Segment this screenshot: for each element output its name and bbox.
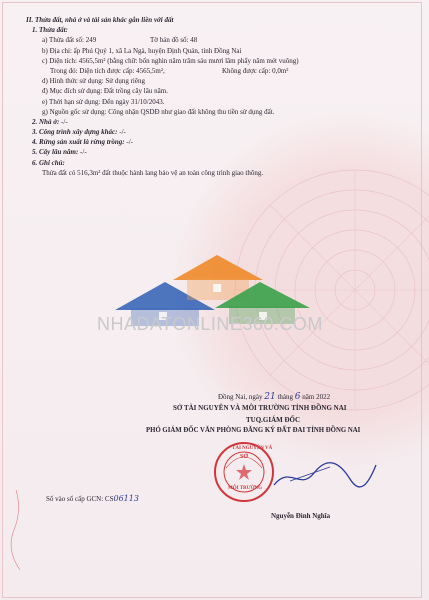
usage-origin: g) Nguồn gốc sử dụng: Công nhận QSDĐ như giao đất không thu tiền sử dụng đất. [42, 107, 275, 116]
register-line [46, 494, 139, 503]
map-sheet-number: Tờ bản đồ số: 48 [150, 36, 198, 45]
section-title: II. Thửa đất, nhà ở và tài sản khác gắn liền với đất [26, 16, 174, 24]
date-day: 21 [264, 392, 276, 402]
address: b) Địa chỉ: ấp Phú Quý 1, xã La Ngà, huyện Định Quán, tỉnh Đồng Nai [42, 46, 242, 55]
area: c) Diện tích: 4565,5m² (bằng chữ: bốn nghìn năm trăm sáu mươi lăm phẩy năm mét vuông) [42, 56, 299, 65]
usage-term: e) Thời hạn sử dụng: Đến ngày 31/10/2043. [42, 97, 165, 106]
area-not-granted: Không được cấp: 0,0m² [222, 66, 289, 75]
watermark-text: NHADATONLINE360.COM [97, 314, 323, 334]
trees-label: 5. Cây lâu năm: [32, 148, 79, 157]
area-granted: Trong đó: Diện tích được cấp: 4565,5m², [50, 66, 165, 75]
signer-name: Nguyễn Đình Nghĩa [271, 512, 331, 520]
building-label: 3. Công trình xây dựng khác: [32, 128, 118, 137]
land-heading: 1. Thửa đất: [32, 26, 68, 35]
date-line [218, 392, 330, 402]
date-year: năm 2022 [302, 393, 331, 401]
date-prefix: Đồng Nai, ngày [218, 393, 263, 401]
signer-position: PHÓ GIÁM ĐỐC VĂN PHÒNG ĐĂNG KÝ ĐẤT ĐAI TỈNH ĐỒNG NAI [146, 427, 361, 434]
date-month: 6 [294, 392, 301, 402]
stamp-bottom-text: MÔI TRƯỜNG [228, 486, 263, 491]
trees-value: -/- [80, 148, 87, 157]
stamp-center-text: SỞ [240, 454, 249, 460]
forest-value: -/- [126, 138, 133, 147]
stamp-top-text: TÀI NGUYÊN VÀ [232, 446, 273, 451]
forest-label: 4. Rừng sản xuất là rừng trồng: [32, 138, 125, 147]
house-label: 2. Nhà ở: [32, 117, 60, 126]
handwritten-signature-icon [270, 455, 380, 495]
notes-text: Thửa đất có 516,3m² đất thuộc hành lang bảo vệ an toàn công trình giao thông. [42, 168, 264, 177]
parcel-number: a) Thửa đất số: 249 [42, 36, 97, 45]
left-margin-marks [6, 480, 36, 580]
usage-form: d) Hình thức sử dụng: Sử dụng riêng [42, 77, 145, 86]
tuq-label: TUQ.GIÁM ĐỐC [246, 416, 301, 424]
notes-label: 6. Ghi chú: [32, 158, 65, 167]
department-name: SỞ TÀI NGUYÊN VÀ MÔI TRƯỜNG TỈNH ĐỒNG NAI [173, 404, 347, 412]
usage-purpose: đ) Mục đích sử dụng: Đất trồng cây lâu năm. [42, 87, 168, 96]
register-label: Số vào sổ cấp GCN: CS [46, 495, 114, 503]
date-month-label: tháng [277, 393, 294, 401]
register-number: 06113 [113, 494, 139, 503]
building-value: -/- [119, 128, 126, 137]
house-value: -/- [61, 117, 68, 126]
